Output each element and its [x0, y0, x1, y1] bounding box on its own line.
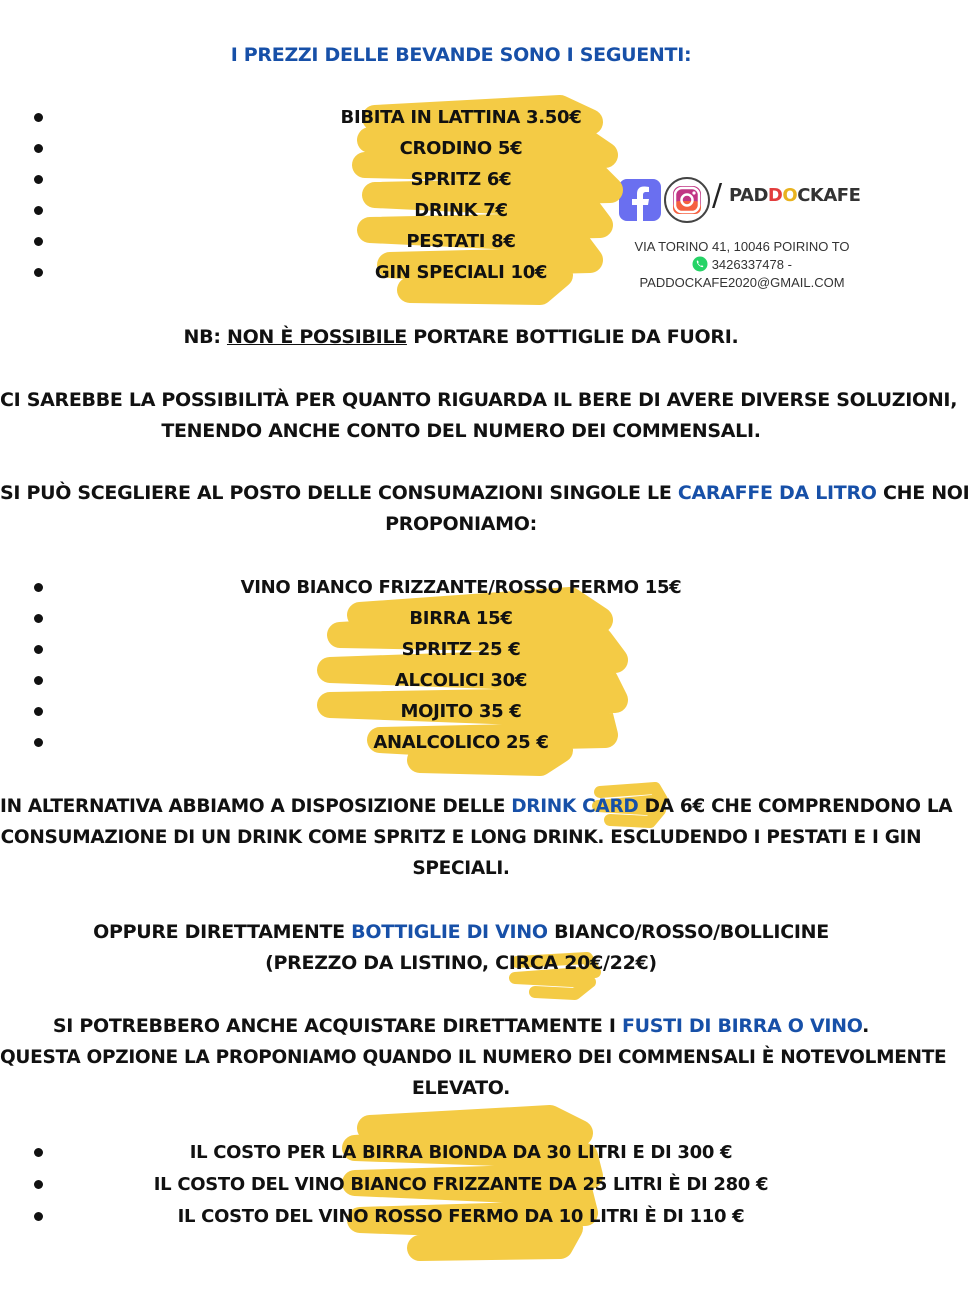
para5-highlight: FUSTI DI BIRRA O VINO: [621, 1015, 863, 1037]
list-item: ANALCOLICO 25 €: [373, 732, 549, 753]
para3-highlight: DRINK CARD: [511, 796, 639, 817]
para4-highlight: BOTTIGLIE DI VINO: [351, 921, 548, 943]
para2-post: CHE NOI: [882, 482, 969, 504]
list-item: IL COSTO DEL VINO ROSSO FERMO DA 10 LITRI È DI 110 €: [177, 1206, 745, 1227]
brand-phone[interactable]: 3426337478 -: [711, 257, 792, 272]
brand-address: VIA TORINO 41, 10046 POIRINO TO: [634, 239, 850, 254]
para4-pre: OPPURE DIRETTAMENTE: [93, 921, 345, 943]
para1-line1: CI SAREBBE LA POSSIBILITÀ PER QUANTO RIGUARDA IL BERE DI AVERE DIVERSE SOLUZIONI,: [0, 389, 958, 411]
para3-line1: [0, 791, 953, 822]
brand-slash: /: [712, 178, 723, 213]
para3-line3: SPECIALI.: [412, 858, 510, 879]
para2-line2: PROPONIAMO:: [385, 513, 537, 535]
list-item: GIN SPECIALI 10€: [374, 262, 548, 283]
list-item: SPRITZ 6€: [410, 169, 512, 190]
list-item: BIBITA IN LATTINA 3.50€: [340, 107, 582, 128]
para5-line2: QUESTA OPZIONE LA PROPONIAMO QUANDO IL NUMERO DEI COMMENSALI È NOTEVOLMENTE: [0, 1047, 947, 1068]
brand-email[interactable]: PADDOCKAFE2020@GMAIL.COM: [639, 275, 845, 290]
nb-line: [0, 322, 922, 353]
para5-line1: [0, 1011, 922, 1042]
list-item: ALCOLICI 30€: [394, 670, 528, 691]
para3-pre: IN ALTERNATIVA ABBIAMO A DISPOSIZIONE DELLE: [0, 796, 506, 817]
para5-pre: SI POTREBBERO ANCHE ACQUISTARE DIRETTAMENTE I: [52, 1015, 616, 1037]
para5-line3: ELEVATO.: [411, 1077, 511, 1099]
brand-name-part: D: [767, 185, 783, 206]
list-item: SPRITZ 25 €: [401, 639, 521, 660]
list-item: DRINK 7€: [414, 200, 508, 221]
brand-name-part: CKAFE: [797, 185, 861, 206]
para4-line1: [0, 917, 922, 948]
list-item: BIRRA 15€: [409, 608, 513, 629]
para1-line2: TENENDO ANCHE CONTO DEL NUMERO DEI COMMENSALI.: [161, 420, 761, 442]
list-item: VINO BIANCO FRIZZANTE/ROSSO FERMO 15€: [240, 577, 682, 598]
page-heading: I PREZZI DELLE BEVANDE SONO I SEGUENTI:: [230, 44, 692, 66]
para2-highlight: CARAFFE DA LITRO: [677, 482, 877, 504]
para2-line1: [0, 478, 969, 509]
para3-line2: CONSUMAZIONE DI UN DRINK COME SPRITZ E LONG DRINK. ESCLUDENDO I PESTATI E I GIN: [0, 827, 922, 848]
list-item: CRODINO 5€: [399, 138, 523, 159]
brand-name-part: PAD: [729, 185, 768, 206]
brand-name-part: O: [782, 185, 798, 206]
list-item: MOJITO 35 €: [400, 701, 522, 722]
nb-label: NB:: [183, 326, 221, 348]
para4-line2: (PREZZO DA LISTINO, CIRCA 20€/22€): [265, 952, 657, 974]
list-item: IL COSTO PER LA BIRRA BIONDA DA 30 LITRI E DI 300 €: [189, 1142, 733, 1163]
list-item: IL COSTO DEL VINO BIANCO FRIZZANTE DA 25 LITRI È DI 280 €: [153, 1174, 769, 1195]
nb-rest: PORTARE BOTTIGLIE DA FUORI.: [413, 326, 739, 348]
list-item: PESTATI 8€: [406, 231, 516, 252]
para5-post: .: [862, 1015, 870, 1037]
para2-pre: SI PUÒ SCEGLIERE AL POSTO DELLE CONSUMAZIONI SINGOLE LE: [0, 482, 672, 504]
nb-underlined: NON È POSSIBILE: [226, 326, 407, 348]
para3-post: DA 6€ CHE COMPRENDONO LA: [644, 796, 953, 817]
para4-post: BIANCO/ROSSO/BOLLICINE: [554, 921, 829, 943]
